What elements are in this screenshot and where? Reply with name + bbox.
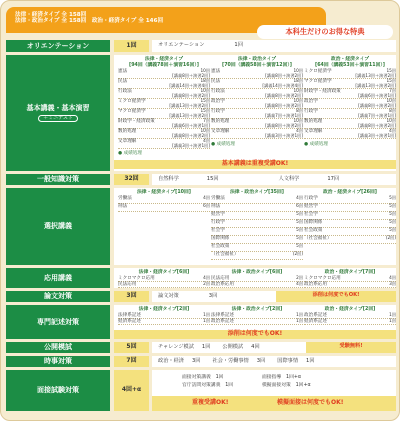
list-item [304,79,396,89]
item-name: 民法応用 [211,276,230,282]
item-name: マクロ経済学 [304,79,332,84]
orientation-label: オリエンテーション [6,40,110,52]
mensetsu-b: 面接指導 1回+α [262,375,302,380]
orientation-count: 1回 [114,40,149,52]
mensetsu-note2: 模擬面接は何度でもOK! [277,399,344,406]
row-ippan [6,174,396,185]
senmon-label: 専門記述対策 [6,305,110,339]
item-name: 社会政策 [211,244,230,250]
item-name: 経営学 [304,204,318,210]
item-count: 5回 [296,235,303,241]
item-count: 1回 [296,312,303,318]
list-item [211,212,303,220]
column-header: 法律・政治タイプ[2回] [231,307,283,312]
item-name: 社会学 [211,228,225,234]
item-count: 18回 [講義14回＋演習4回] [262,78,303,88]
item-name: 文章理解 [211,129,230,134]
list-item [118,196,210,204]
list-item [118,69,210,79]
mensetsu-c: 官庁訪問対策講義 1回 [182,383,234,388]
item-count: 4回 [203,275,210,281]
mini-test-badge: ＋ミニテスト [38,115,78,123]
item-name: 経済系記述 [304,319,327,325]
item-count: 1回 [203,312,210,318]
item-count: 5回 [389,211,396,217]
item-count: 2回 [203,281,210,287]
item-count: 5回 [389,203,396,209]
item-name: 政治学 [304,99,318,104]
orientation-body [152,40,396,52]
item-name: 刑法 [118,204,128,210]
jiji-body [152,356,396,367]
column-header: 法律・経済タイプ[10回] [137,190,191,195]
ronbun-count: 3回 [114,291,149,302]
item-count: 15回 [講義13回＋演習2回] [355,68,396,78]
ouyou-cols-col-0 [118,270,210,288]
item-name: 数的処理 [118,129,137,134]
koukai-count: 5回 [114,342,149,353]
item-count: 4回 [203,195,210,201]
ouyou-cols-col-2 [304,270,396,288]
jiji-bn: 3回 [256,357,266,364]
item-count: 6回 [296,203,303,209]
list-item [211,89,303,99]
senmon-note: 添削は何度でもOK! [114,330,396,339]
item-name: マクロ経済学 [118,109,146,114]
list-item [118,99,210,109]
column-header: 法律・政治タイプ[35回] [230,190,284,195]
item-count: 5回 [389,219,396,225]
list-item [304,319,396,325]
item-count: 4回 [389,275,396,281]
ouyou-cols-col-1 [211,270,303,288]
item-name: （社会福祉） [211,252,239,258]
column-header: 政治・経済タイプ[26回] [323,190,377,195]
ippan-body [152,174,396,185]
column-header: 法律・経済タイプ[6回] [138,270,190,275]
item-count: 15回 [講義13回＋演習2回] [169,98,210,108]
column-header: 政治・経済タイプ [64回（講義53回＋演習11回）] [315,57,385,68]
jiji-count: 7回 [114,356,149,367]
item-name: 経営学 [211,212,225,218]
ouyou-body [114,268,396,288]
item-name: 政治学 [211,99,225,104]
item-name: 行政学 [304,196,318,202]
list-item [304,89,396,99]
item-name: 労働法 [211,196,225,202]
column-header: 政治・経済タイプ[2回] [324,307,376,312]
koukai-a: チャレンジ模試 [158,343,194,350]
item-count: 5回 [389,195,396,201]
list-item [211,228,303,236]
row-orientation [6,40,396,52]
list-item [118,79,210,89]
item-name: 行政学 [211,220,225,226]
ippan-s2: 人文科学 [278,175,300,182]
item-name: 政治系応用 [211,282,234,288]
item-count: 10回 [講義8回＋演習2回] [265,88,303,98]
item-count: 10回 [講義8回＋演習2回] [172,88,210,98]
column-header: 政治・経済タイプ[7回] [324,270,376,275]
list-item [211,236,303,244]
row-koukai [6,342,396,353]
ronbun-name: 論文対策 [158,292,179,299]
item-count: 8回 [講義7回＋演習1回] [265,108,303,118]
list-item [211,319,303,325]
list-item [304,236,396,244]
item-name: 文章理解 [304,129,323,134]
row-ronbun [6,291,396,302]
ippan-n2: 17回 [327,175,340,182]
list-item [304,204,396,212]
row-kihon [6,55,396,171]
list-item [211,109,303,119]
item-count: 5回 [296,211,303,217]
item-count: 1回 [389,312,396,318]
ronbun-label: 論文対策 [6,291,110,302]
item-count: 3回 [389,281,396,287]
item-count: 7回 [講義6回＋演習1回] [172,118,210,128]
kihon-seiseki-1: ● 成績処理 [118,151,142,156]
row-mensetsu [6,370,396,411]
item-name: 数的処理 [304,119,323,124]
list-item [304,69,396,79]
ippan-s1: 自然科学 [158,175,179,182]
item-name: ミクロマクロ応用 [118,276,155,282]
item-name: 文章理解 [118,139,137,144]
kihon-note: 基本講義は重複受講OK! [114,160,396,169]
mensetsu-a: 面接対策講義 1回 [182,375,224,380]
ippan-count: 32回 [114,174,149,185]
item-count: 5回 [389,227,396,233]
row-sentaku [6,188,396,265]
column-header: 法律・経済タイプ[2回] [138,307,190,312]
list-item [211,119,303,129]
item-count: 5回 [296,243,303,249]
koukai-an: 1回 [201,343,211,350]
item-count: 18回 [講義14回＋演習4回] [169,78,210,88]
sentaku-cols-col-0 [118,190,210,212]
list-item [211,282,303,288]
header-line2: 法律・政治タイプ 全 158回 政治・経済タイプ 全 146回 [15,18,164,25]
kihon-cols-col-2 [304,57,396,139]
item-name: 刑法 [211,204,221,210]
item-count: 10回 [講義8回＋演習2回] [172,128,210,138]
item-name: 国際関係 [211,236,230,242]
item-name: 財政学・経済政策 [118,119,155,124]
item-name: 憲法 [211,69,221,74]
senmon-cols-col-2 [304,307,396,325]
item-name: 経済系記述 [118,319,141,325]
item-count: 8回 [講義7回＋演習1回] [358,108,396,118]
item-count: 10回 [講義8回＋演習2回] [265,118,303,128]
sentaku-label: 選択講義 [6,188,110,265]
list-item [304,119,396,129]
item-name: 憲法 [118,69,128,74]
item-name: ミクロ経済学 [118,99,146,104]
orientation-name: オリエンテーション [158,42,205,49]
list-item [211,220,303,228]
item-count: 15回 [講義13回＋演習2回] [355,78,396,88]
list-item [304,129,396,139]
list-item [211,252,303,260]
item-count: 10回 [講義8回＋演習2回] [172,68,210,78]
list-item [118,89,210,99]
item-count: 4回 [講義3回＋演習1回] [358,128,396,138]
row-senmon [6,305,396,339]
item-count: 5回 [296,227,303,233]
list-item [118,129,210,139]
item-count: 5回 [296,219,303,225]
item-name: 行政法 [118,89,132,94]
item-name: 法律系記述 [118,313,141,319]
list-item [211,196,303,204]
item-name: 民法 [211,79,221,84]
list-item [211,99,303,109]
item-name: 財政学・経済政策 [304,89,341,94]
list-item [304,228,396,236]
jiji-b: 社会・労働事情 [212,357,249,364]
row-ouyou [6,268,396,288]
item-count: 4回 [講義3回＋演習1回] [172,138,210,148]
item-name: ミクロマクロ応用 [304,276,341,282]
jiji-label: 時事対策 [6,356,110,367]
item-count: 1回 [296,318,303,324]
column-header: 法律・政治タイプ [70回（講義58回＋演習12回）] [222,57,292,68]
item-count: 7回 [講義6回＋演習1回] [358,88,396,98]
koukai-note: 受験無料! [306,342,396,353]
jiji-cn: 1回 [306,357,315,364]
item-count: 4回 [講義3回＋演習1回] [265,128,303,138]
item-name: 政治系応用 [304,282,327,288]
item-count: 15回 [講義13回＋演習2回] [169,108,210,118]
column-header: 法律・政治タイプ[6回] [231,270,283,275]
list-item [118,109,210,119]
item-name: 国際関係 [304,220,323,226]
item-name: ミクロ経済学 [304,69,332,74]
item-count: 2回 [296,275,303,281]
item-name: 行政法 [211,89,225,94]
item-count: 1回 [389,318,396,324]
item-count: (2回) [292,251,303,257]
ippan-n1: 15回 [206,175,219,182]
list-item [211,244,303,252]
item-count: 10回 [講義8回＋演習2回] [265,98,303,108]
sentaku-cols-col-1 [211,190,303,260]
item-count: (2回) [385,235,396,241]
list-item [211,129,303,139]
item-name: 行政学 [304,109,318,114]
item-count: 10回 [講義8回＋演習2回] [265,68,303,78]
senmon-body [114,305,396,339]
item-name: 行政学 [211,109,225,114]
koukai-b: 公開模試 [222,343,244,350]
mensetsu-label: 面接試験対策 [6,370,110,411]
item-name: 民法 [118,79,128,84]
kihon-body [114,55,396,171]
item-count: 4回 [296,195,303,201]
item-name: （社会福祉） [304,236,332,242]
list-item [211,69,303,79]
item-count: 6回 [203,203,210,209]
list-item [118,139,210,149]
jiji-an: 3回 [191,357,201,364]
list-item [304,282,396,288]
jiji-c: 国際事情 [277,357,299,364]
list-item [118,204,210,212]
column-header: 法律・経済タイプ [94回（講義78回＋演習16回）] [129,57,199,68]
list-item [211,79,303,89]
row-jiji [6,356,396,367]
ouyou-label: 応用講義 [6,268,110,288]
header-line1: 法律・経済タイプ 全 158回 [15,12,87,18]
ronbun-note: 添削は何度でもOK! [276,291,396,302]
orientation-n: 1回 [234,42,243,49]
jiji-a: 政治・経済 [158,357,184,364]
list-item [118,119,210,129]
kihon-seiseki-2: ● 成績処理 [211,142,235,147]
list-item [304,99,396,109]
senmon-cols-col-1 [211,307,303,325]
mensetsu-d: 模擬面接対策 1回+α [262,383,311,388]
ronbun-n: 3回 [208,292,218,299]
item-count: 10回 [講義8回＋演習2回] [358,118,396,128]
kihon-label-box [6,55,110,171]
koukai-label: 公開模試 [6,342,110,353]
item-name: 政治系記述 [304,313,327,319]
list-item [118,319,210,325]
list-item [211,204,303,212]
koukai-bn: 4回 [251,343,260,350]
mensetsu-note-bar [152,396,396,411]
list-item [304,196,396,204]
item-count: 10回 [講義8回＋演習2回] [358,98,396,108]
item-name: 法律系記述 [211,313,234,319]
mensetsu-note1: 重複受講OK! [192,399,229,406]
item-name: 数的処理 [211,119,230,124]
list-item [304,212,396,220]
tokuten-banner: 本科生だけのお得な特典 [257,25,393,39]
list-item [304,109,396,119]
kihon-seiseki-3: ● 成績処理 [304,142,328,147]
item-count: 1回 [203,318,210,324]
kihon-cols-col-0 [118,57,210,149]
list-item [118,282,210,288]
item-name: 政治系記述 [211,319,234,325]
item-name: 社会学 [304,212,318,218]
ippan-label: 一般知識対策 [6,174,110,185]
item-name: 労働法 [118,196,132,202]
item-name: 民法応用 [118,282,137,288]
list-item [304,220,396,228]
sentaku-body [114,188,396,265]
item-count: 4回 [296,281,303,287]
sentaku-cols-col-2 [304,190,396,244]
mensetsu-count: 4回+α [114,370,149,411]
item-name: 社会政策 [304,228,323,234]
kihon-label: 基本講義・基本演習 [26,103,90,112]
senmon-cols-col-0 [118,307,210,325]
kihon-cols-col-1 [211,57,303,139]
